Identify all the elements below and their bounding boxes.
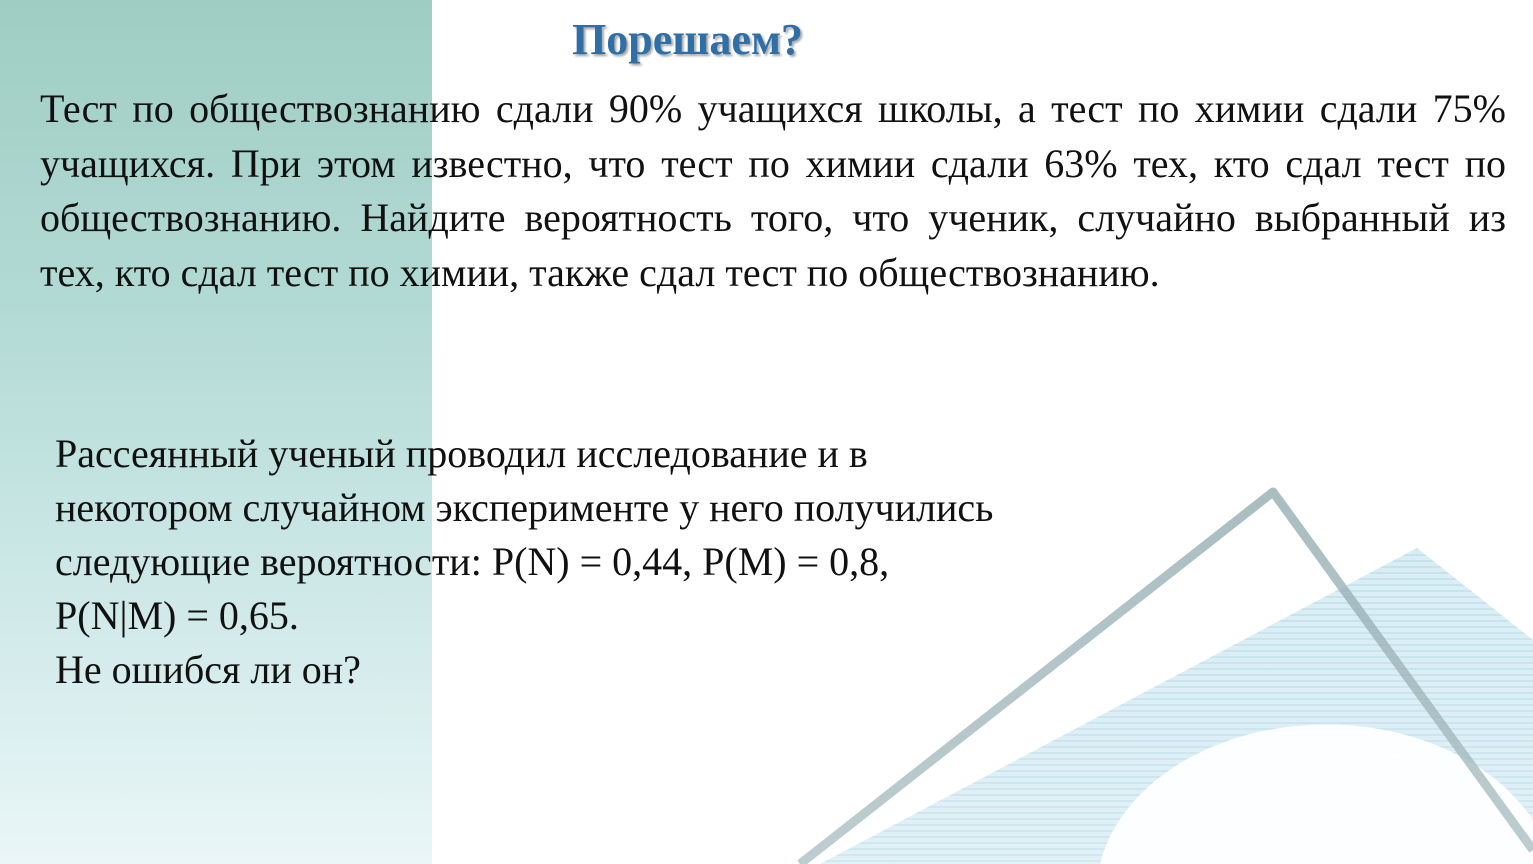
problem-2-line: некотором случайном эксперименте у него получились bbox=[55, 485, 994, 530]
problem-1-text: Тест по обществознанию сдали 90% учащихся школы, а тест по химии сдали 75% учащихся. При этом известно, что тест по химии сдали 63% тех, кто сдал тест по обществознанию. Найдите вероятность того, что ученик, случайно выбранный из тех, кто сдал тест по химии, также сдал тест по обществознанию. bbox=[40, 86, 1506, 295]
problem-2-line: Рассеянный ученый проводил исследование и в bbox=[55, 431, 868, 476]
problem-2-line: следующие вероятности: P(N) = 0,44, P(M) = 0,8, bbox=[55, 539, 890, 584]
problem-2-question: Не ошибся ли он? bbox=[55, 647, 361, 692]
problem-2 bbox=[55, 427, 1175, 697]
slide-title: Порешаем? bbox=[572, 15, 803, 64]
problem-2-line: P(N|M) = 0,65. bbox=[55, 593, 299, 638]
